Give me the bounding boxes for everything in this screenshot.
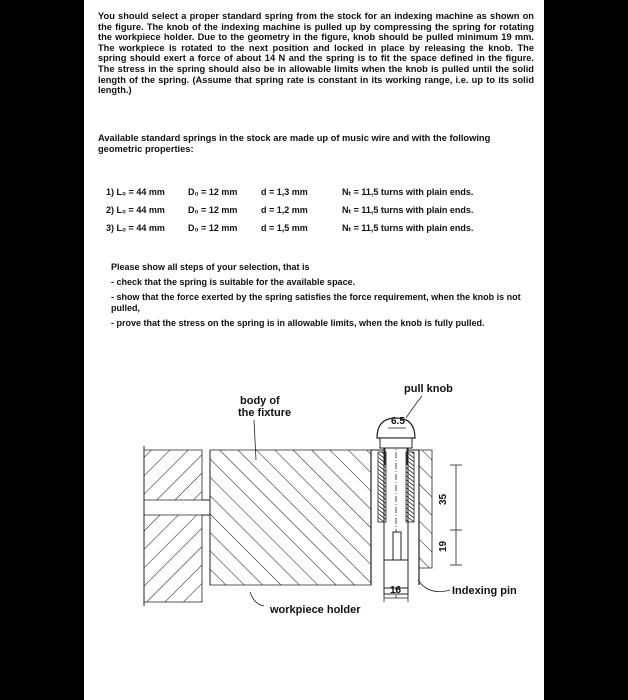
dim-16-label: 16 [390, 585, 402, 596]
dimension-knob [388, 416, 406, 428]
spring-mean-diameter: D₀ = 12 mm [188, 205, 238, 215]
label-fixture-line2: the fixture [238, 407, 292, 419]
spring-free-length: 1) L₀ = 44 mm [106, 187, 165, 197]
spring-turns: Nₜ = 11,5 turns with plain ends. [342, 205, 474, 215]
label-workpiece-holder: workpiece holder [270, 604, 361, 616]
dim-35-label: 35 [438, 493, 449, 505]
spring-turns: Nₜ = 11,5 turns with plain ends. [342, 187, 474, 197]
spring-free-length: 3) L₀ = 44 mm [106, 223, 165, 233]
label-pull-knob: pull knob [404, 383, 453, 395]
spring-mean-diameter: D₀ = 12 mm [188, 187, 238, 197]
dim-knob-label: 6.5 [391, 416, 405, 427]
fixture-body [202, 450, 371, 585]
spring-wire-diameter: d = 1,2 mm [261, 205, 308, 215]
spring-mean-diameter: D₀ = 12 mm [188, 223, 238, 233]
document-page [84, 0, 544, 700]
steps-heading: Please show all steps of your selection, that is [111, 262, 310, 272]
dim-19-label: 19 [438, 540, 449, 552]
step-item: - check that the spring is suitable for the available space. [111, 276, 356, 287]
problem-statement: You should select a proper standard spring from the stock for an indexing machine as shown on the figure. The knob of the indexing machine is pulled up by compressing the spring for rotating the workpiece holder. Due to the geometry in the figure, knob should be pulled minimum 19 mm. The workpiece is rotated to the next position and locked in place by releasing the knob. The spring should exert a force of about 14 N and the spring is to fit the space defined in the figure. The stress in the spring should also be in allowable limits when the knob is pulled until the solid length of the spring. (Assume that spring rate is constant in its working range, i.e. up to its solid length.) [98, 11, 534, 96]
indexing-machine-figure [84, 370, 544, 630]
dimension-vertical [438, 465, 462, 565]
label-fixture-line1: body of [240, 395, 280, 407]
spring-free-length: 2) L₀ = 44 mm [106, 205, 165, 215]
available-springs-intro: Available standard springs in the stock are made up of music wire and with the following geometric properties: [98, 133, 491, 154]
spring-wire-diameter: d = 1,5 mm [261, 223, 308, 233]
step-item: - show that the force exerted by the spring satisfies the force requirement, when the knob is not pulled, [111, 292, 521, 313]
spring-wire-diameter: d = 1,3 mm [261, 187, 308, 197]
indexing-pin [384, 430, 408, 598]
spring-turns: Nₜ = 11,5 turns with plain ends. [342, 223, 474, 233]
task-steps [111, 262, 531, 334]
label-indexing-pin: Indexing pin [452, 585, 517, 597]
workpiece-holder [144, 446, 202, 606]
step-item: - prove that the stress on the spring is in allowable limits, when the knob is fully pulled. [111, 318, 485, 328]
